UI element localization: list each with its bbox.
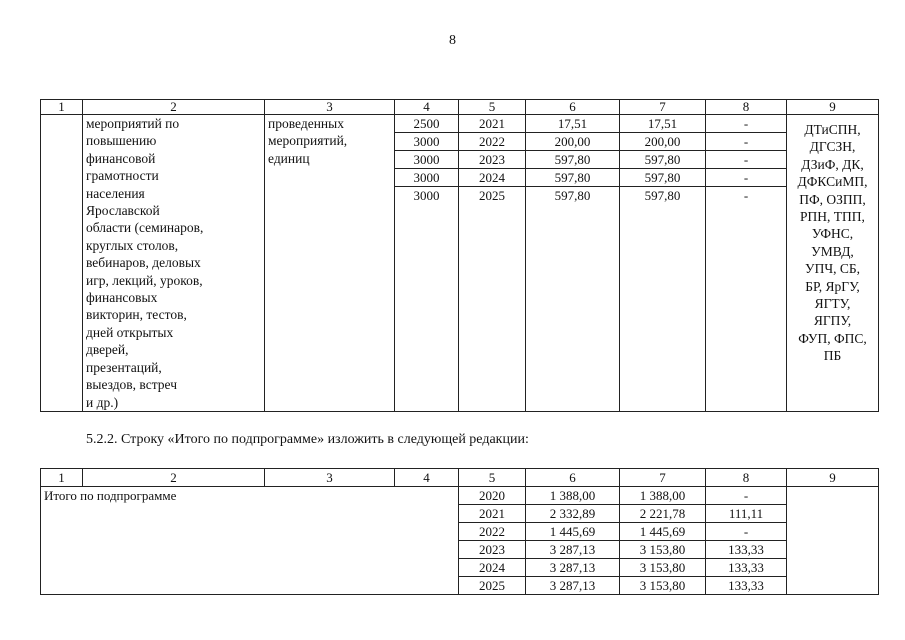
empty-cell xyxy=(459,204,526,411)
amount: 2 332,89 xyxy=(526,505,620,523)
text-line: Ярославской xyxy=(86,203,160,219)
text-line: области (семинаров, xyxy=(86,220,204,236)
amount: 1 445,69 xyxy=(526,523,620,541)
amount: - xyxy=(706,187,787,205)
text-line: ЯГПУ, xyxy=(813,313,852,329)
text-line: дней открытых xyxy=(86,324,174,340)
header-row xyxy=(41,100,879,115)
amount: 200,00 xyxy=(526,133,620,151)
year: 2024 xyxy=(459,169,526,187)
amount: - xyxy=(706,151,787,169)
empty-cell xyxy=(787,487,879,595)
amount: 133,33 xyxy=(706,577,787,595)
total-label: Итого по подпрограмме xyxy=(41,487,459,595)
text-line: дверей, xyxy=(86,342,129,358)
col-header: 4 xyxy=(395,469,459,487)
amount: 597,80 xyxy=(526,169,620,187)
text-line: мероприятий по xyxy=(86,116,180,131)
text-line: единиц xyxy=(268,150,310,166)
text-line: игр, лекций, уроков, xyxy=(86,272,203,288)
text-line: УФНС, xyxy=(811,226,854,242)
page-number: 8 xyxy=(449,33,456,48)
table-row xyxy=(41,115,879,133)
col-header: 3 xyxy=(265,100,395,115)
target-value: 3000 xyxy=(395,151,459,169)
year: 2022 xyxy=(459,523,526,541)
text-line: викторин, тестов, xyxy=(86,307,187,323)
year: 2021 xyxy=(459,115,526,133)
col-header: 8 xyxy=(706,100,787,115)
col-header: 2 xyxy=(83,100,265,115)
executors xyxy=(787,115,879,412)
amount: 111,11 xyxy=(706,505,787,523)
amount: 17,51 xyxy=(620,115,706,133)
amount: - xyxy=(706,487,787,505)
year: 2023 xyxy=(459,541,526,559)
text-line: грамотности xyxy=(86,168,159,184)
amount: 3 287,13 xyxy=(526,541,620,559)
text-line: населения xyxy=(86,185,145,201)
text-line: ДЗиФ, ДК, xyxy=(801,156,864,172)
year: 2025 xyxy=(459,187,526,205)
text-line: ЯГТУ, xyxy=(814,296,851,312)
amount: - xyxy=(706,169,787,187)
col-header: 4 xyxy=(395,100,459,115)
text-line: РПН, ТПП, xyxy=(800,209,865,225)
text-line: ПФ, ОЗПП, xyxy=(799,191,866,207)
text-line: ПБ xyxy=(823,348,842,364)
amount: - xyxy=(706,523,787,541)
amount: 17,51 xyxy=(526,115,620,133)
amount: - xyxy=(706,115,787,133)
text-line: мероприятий, xyxy=(268,133,348,149)
text-line: БР, ЯрГУ, xyxy=(805,278,860,294)
amount: 597,80 xyxy=(620,187,706,205)
year: 2023 xyxy=(459,151,526,169)
total-table xyxy=(40,468,879,595)
indicator-text xyxy=(268,115,391,167)
target-value: 3000 xyxy=(395,169,459,187)
amount: 3 287,13 xyxy=(526,577,620,595)
text-line: выездов, встреч xyxy=(86,377,177,393)
program-table xyxy=(40,99,879,412)
empty-cell xyxy=(395,204,459,411)
text-line: финансовых xyxy=(86,290,158,306)
header-row xyxy=(41,469,879,487)
target-value: 2500 xyxy=(395,115,459,133)
col-header: 1 xyxy=(41,469,83,487)
text-line: ДТиСПН, xyxy=(804,122,861,137)
amount: 597,80 xyxy=(620,169,706,187)
col-header: 5 xyxy=(459,100,526,115)
text-line: проведенных xyxy=(268,116,344,131)
col-header: 1 xyxy=(41,100,83,115)
indicator-description xyxy=(265,115,395,412)
col-header: 6 xyxy=(526,100,620,115)
instruction-paragraph: 5.2.2. Строку «Итого по подпрограмме» изложить в следующей редакции: xyxy=(86,432,529,447)
amount: 133,33 xyxy=(706,541,787,559)
text-line: и др.) xyxy=(86,394,119,410)
col-header: 5 xyxy=(459,469,526,487)
text-line: ДГСЗН, xyxy=(809,139,856,155)
amount: - xyxy=(706,133,787,151)
col-header: 7 xyxy=(620,100,706,115)
text-line: ДФКСиМП, xyxy=(797,174,868,190)
amount: 1 445,69 xyxy=(620,523,706,541)
amount: 1 388,00 xyxy=(620,487,706,505)
amount: 597,80 xyxy=(620,151,706,169)
text-line: УПЧ, СБ, xyxy=(805,261,860,277)
amount: 597,80 xyxy=(526,151,620,169)
year: 2020 xyxy=(459,487,526,505)
amount: 3 287,13 xyxy=(526,559,620,577)
amount: 1 388,00 xyxy=(526,487,620,505)
executors-text xyxy=(790,121,875,365)
empty-cell xyxy=(41,115,83,412)
amount: 597,80 xyxy=(526,187,620,205)
text-line: вебинаров, деловых xyxy=(86,255,201,271)
col-header: 3 xyxy=(265,469,395,487)
table-row xyxy=(41,487,879,505)
text-line: презентаций, xyxy=(86,359,162,375)
col-header: 2 xyxy=(83,469,265,487)
text-line: УМВД, xyxy=(811,243,854,259)
amount: 3 153,80 xyxy=(620,577,706,595)
col-header: 7 xyxy=(620,469,706,487)
amount: 2 221,78 xyxy=(620,505,706,523)
col-header: 9 xyxy=(787,469,879,487)
year: 2025 xyxy=(459,577,526,595)
empty-cell xyxy=(526,204,620,411)
amount: 133,33 xyxy=(706,559,787,577)
year: 2024 xyxy=(459,559,526,577)
amount: 200,00 xyxy=(620,133,706,151)
measure-description xyxy=(83,115,265,412)
measure-text xyxy=(86,115,261,411)
col-header: 6 xyxy=(526,469,620,487)
empty-cell xyxy=(706,204,787,411)
year: 2022 xyxy=(459,133,526,151)
text-line: круглых столов, xyxy=(86,237,179,253)
text-line: повышению xyxy=(86,133,157,149)
text-line: финансовой xyxy=(86,150,156,166)
col-header: 9 xyxy=(787,100,879,115)
target-value: 3000 xyxy=(395,187,459,205)
amount: 3 153,80 xyxy=(620,559,706,577)
empty-cell xyxy=(620,204,706,411)
text-line: ФУП, ФПС, xyxy=(798,330,867,346)
amount: 3 153,80 xyxy=(620,541,706,559)
col-header: 8 xyxy=(706,469,787,487)
target-value: 3000 xyxy=(395,133,459,151)
year: 2021 xyxy=(459,505,526,523)
